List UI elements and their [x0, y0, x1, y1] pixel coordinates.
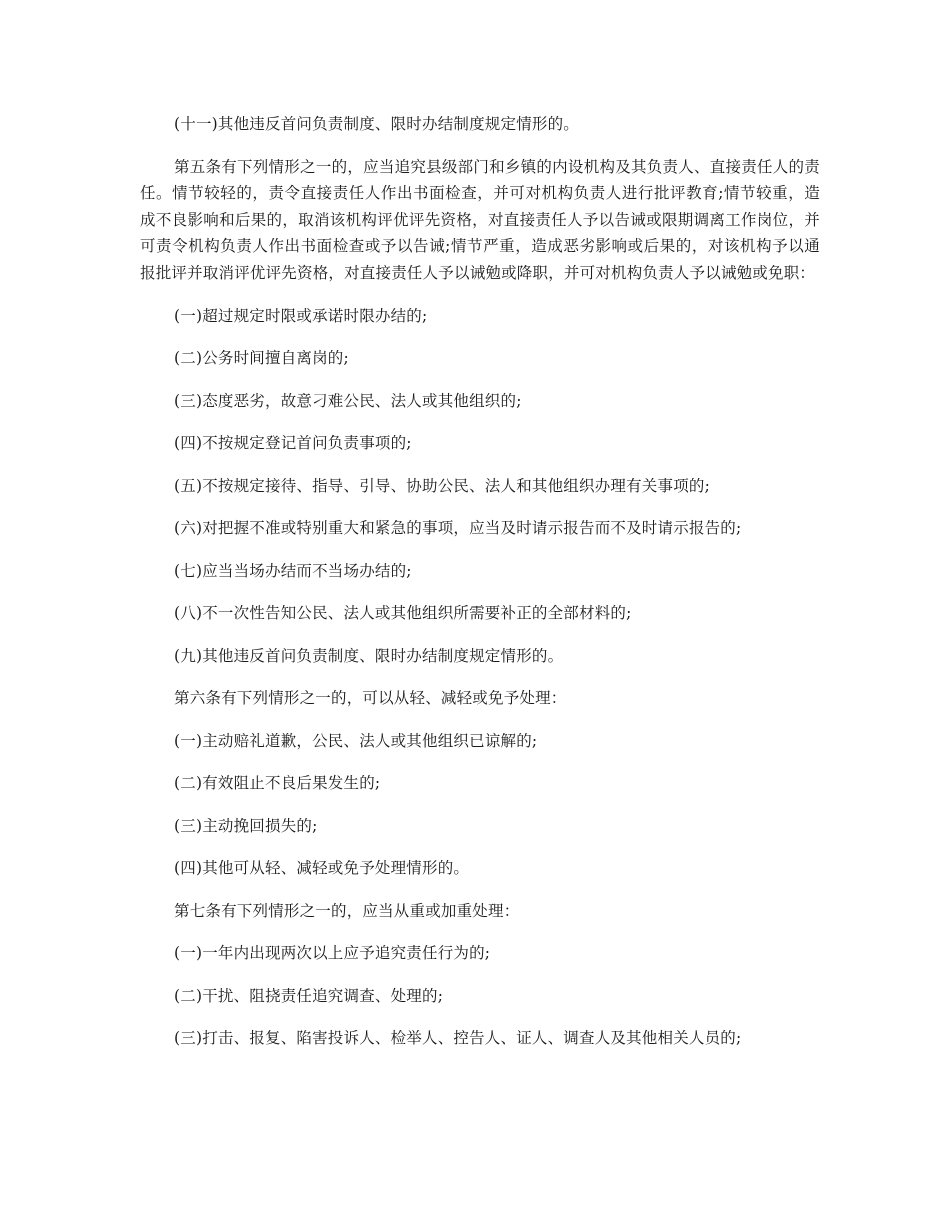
paragraph-article-5-item-2: (二)公务时间擅自离岗的;	[174, 349, 349, 367]
paragraph-article-7-item-1: (一)一年内出现两次以上应予追究责任行为的;	[174, 944, 491, 962]
paragraph-article-5-item-4: (四)不按规定登记首问负责事项的;	[174, 434, 412, 452]
paragraph-article-5-item-9: (九)其他违反首问负责制度、限时办结制度规定情形的。	[174, 646, 564, 665]
paragraph-article-5-item-6: (六)对把握不准或特别重大和紧急的事项，应当及时请示报告而不及时请示报告的;	[174, 519, 742, 537]
paragraph-article-5-item-7: (七)应当当场办结而不当场办结的;	[174, 561, 412, 580]
paragraph-article-6: 第六条有下列情形之一的，可以从轻、减轻或免予处理：	[174, 689, 567, 707]
paragraph-article-5-item-3: (三)态度恶劣，故意刁难公民、法人或其他组织的;	[174, 391, 522, 410]
document-body	[140, 111, 820, 1068]
paragraph-article-5-item-8: (八)不一次性告知公民、法人或其他组织所需要补正的全部材料的;	[174, 604, 632, 622]
paragraph-article-6-item-3: (三)主动挽回损失的;	[174, 816, 318, 835]
paragraph-article-7: 第七条有下列情形之一的，应当从重或加重处理：	[174, 901, 520, 920]
paragraph-article-5: 第五条有下列情形之一的，应当追究县级部门和乡镇的内设机构及其负责人、直接责任人的责任。情节较轻的，责令直接责任人作出书面检查，并可对机构负责人进行批评教育;情节较重，造成不良影响和后果的，取消该机构评优评先资格，对直接责任人予以告诫或限期调离工作岗位，并可责令机构负责人作出书面检查或予以告诫;情节严重，造成恶劣影响或后果的，对该机构予以通报批评并取消评优评先资格，对直接责任人予以诫勉或降职，并可对机构负责人予以诫勉或免职：	[140, 157, 820, 282]
paragraph-article-5-item-5: (五)不按规定接待、指导、引导、协助公民、法人和其他组织办理有关事项的;	[174, 476, 711, 495]
paragraph-article-7-item-3: (三)打击、报复、陷害投诉人、检举人、控告人、证人、调查人及其他相关人员的;	[174, 1029, 742, 1047]
paragraph-article-6-item-2: (二)有效阻止不良后果发生的;	[174, 774, 381, 792]
paragraph-article-5-item-1: (一)超过规定时限或承诺时限办结的;	[174, 306, 428, 325]
paragraph-article-7-item-2: (二)干扰、阻挠责任追究调查、处理的;	[174, 986, 444, 1005]
paragraph-item-11: (十一)其他违反首问负责制度、限时办结制度规定情形的。	[174, 115, 579, 133]
paragraph-article-6-item-1: (一)主动赔礼道歉，公民、法人或其他组织已谅解的;	[174, 731, 538, 750]
paragraph-article-6-item-4: (四)其他可从轻、减轻或免予处理情形的。	[174, 859, 470, 877]
